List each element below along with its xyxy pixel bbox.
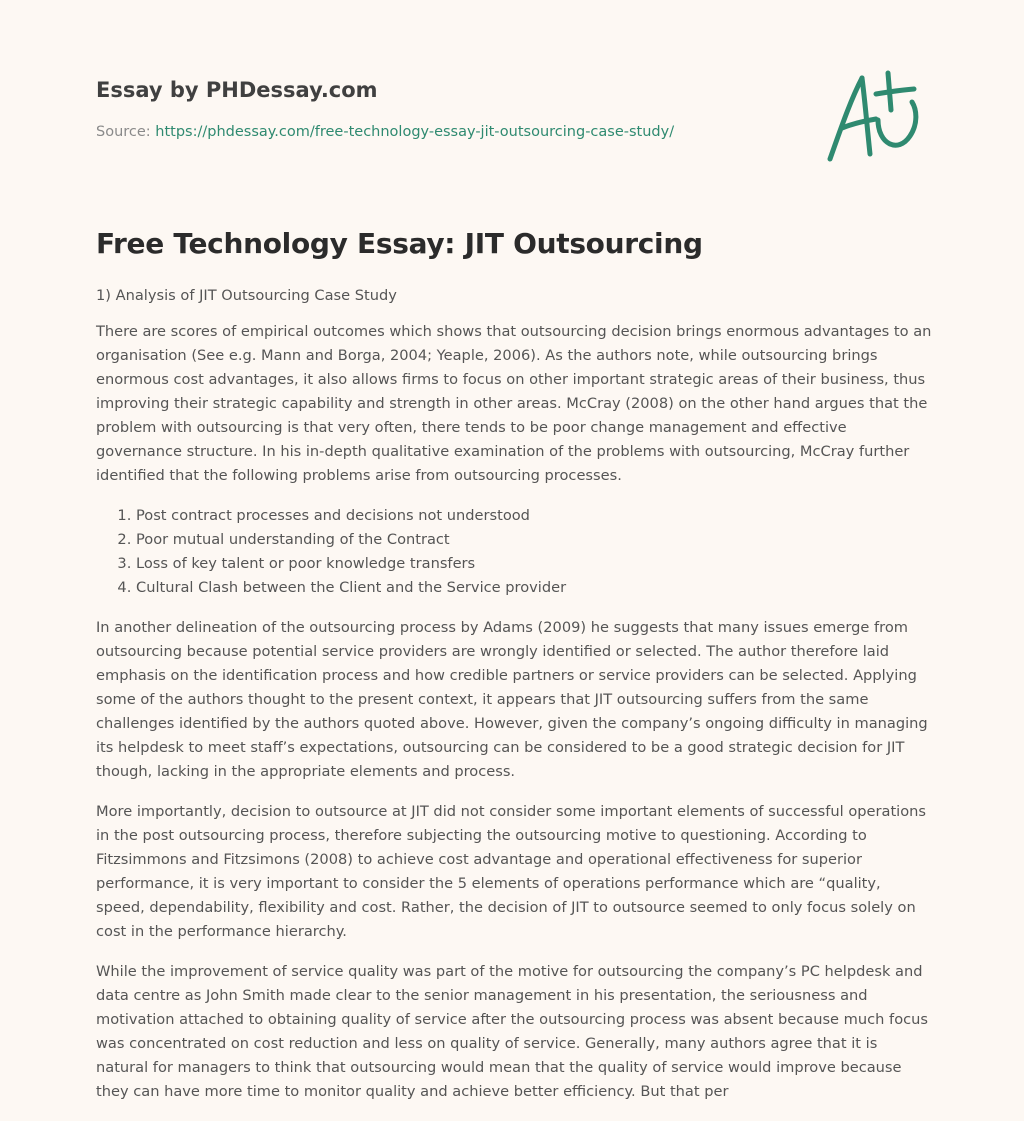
list-item: 3. Loss of key talent or poor knowledge transfers [136, 552, 932, 576]
source-line [96, 122, 796, 142]
list-item: 4. Cultural Clash between the Client and the Service provider [136, 576, 932, 600]
article-title: Free Technology Essay: JIT Outsourcing [96, 227, 703, 260]
source-label: Source: [96, 124, 151, 140]
article-subheading: 1) Analysis of JIT Outsourcing Case Study [96, 287, 397, 304]
paragraph: There are scores of empirical outcomes which shows that outsourcing decision brings enormous advantages to an organisation (See e.g. Mann and Borga, 2004; Yeaple, 2006). As the authors note, while outsourcing brings enormous cost advantages, it also allows firms to focus on other important strategic areas of their business, thus improving their strategic capability and strength in other areas. McCray (2008) on the other hand argues that the problem with outsourcing is that very often, there tends to be poor change management and effective governance structure. In his in-depth qualitative examination of the problems with outsourcing, McCray further identified that the following problems arise from outsourcing processes. [96, 323, 932, 484]
paragraph: More importantly, decision to outsource at JIT did not consider some important elements of successful operations in the post outsourcing process, therefore subjecting the outsourcing motive to questioning. According to Fitzsimmons and Fitzsimons (2008) to achieve cost advantage and operational effectiveness for superior performance, it is very important to consider the 5 elements of operations performance which are “quality, speed, dependability, flexibility and cost. Rather, the decision of JIT to outsource seemed to only focus solely on cost in the performance hierarchy. [96, 803, 927, 940]
article [96, 224, 932, 1120]
list-item: 1. Post contract processes and decisions not understood [136, 504, 932, 528]
a-plus-grade-logo-icon [820, 66, 930, 166]
problems-list [96, 504, 932, 600]
site-brand: Essay by PHDessay.com [96, 78, 378, 102]
list-item: 2. Poor mutual understanding of the Contract [136, 528, 932, 552]
source-link[interactable]: https://phdessay.com/free-technology-essay-jit-outsourcing-case-study/ [155, 124, 675, 140]
paragraph: While the improvement of service quality was part of the motive for outsourcing the company’s PC helpdesk and data centre as John Smith made clear to the senior management in his presentation, the seriousness and motivation attached to obtaining quality of service after the outsourcing process was absent because much focus was concentrated on cost reduction and less on quality of service. Generally, many authors agree that it is natural for managers to think that outsourcing would mean that the quality of service would improve because they can have more time to monitor quality and achieve better efficiency. But that per [96, 963, 929, 1100]
paragraph: In another delineation of the outsourcing process by Adams (2009) he suggests that many issues emerge from outsourcing because potential service providers are wrongly identified or selected. The author therefore laid emphasis on the identification process and how credible partners or service providers can be selected. Applying some of the authors thought to the present context, it appears that JIT outsourcing suffers from the same challenges identified by the authors quoted above. However, given the company’s ongoing difficulty in managing its helpdesk to meet staff’s expectations, outsourcing can be considered to be a good strategic decision for JIT though, lacking in the appropriate elements and process. [96, 619, 928, 780]
page-header [96, 76, 796, 142]
